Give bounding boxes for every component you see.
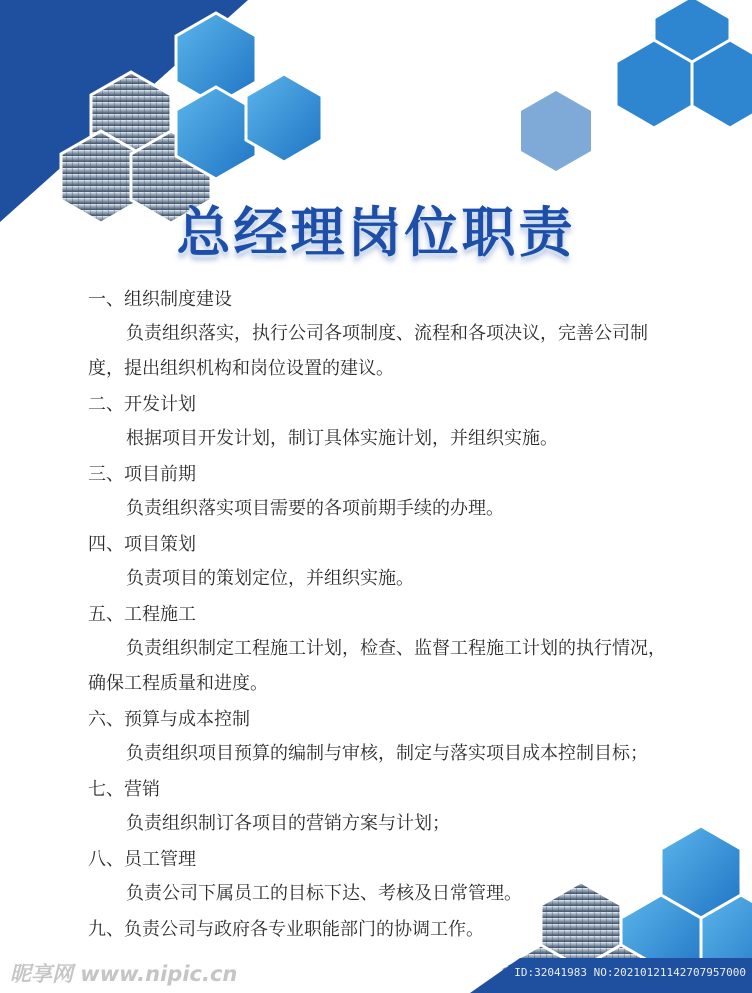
duty-section [88,388,678,456]
duty-heading: 二、开发计划 [88,394,196,415]
duty-body: 负责组织落实，执行公司各项制度、流程和各项决议，完善公司制度，提出组织机构和岗位设置的建议。 [88,323,648,379]
duty-section [88,598,678,701]
duty-section [88,843,678,911]
hexagon-light [521,91,591,171]
duty-heading: 三、项目前期 [88,464,196,485]
duty-body: 负责组织制定工程施工计划，检查、监督工程施工计划的执行情况，确保工程质量和进度。 [88,638,666,694]
duty-body: 负责公司下属员工的目标下达、考核及日常管理。 [126,883,522,904]
duty-heading: 五、工程施工 [88,604,196,625]
duty-section [88,458,678,526]
duty-heading: 六、预算与成本控制 [88,709,250,730]
duty-body: 根据项目开发计划，制订具体实施计划，并组织实施。 [126,428,558,449]
duty-heading: 八、员工管理 [88,849,196,870]
duty-body: 负责项目的策划定位，并组织实施。 [126,568,414,589]
duty-section [88,283,678,386]
duty-heading: 一、组织制度建设 [88,289,232,310]
page-title: 总经理岗位职责 [176,201,576,264]
duty-heading: 七、营销 [88,779,160,800]
duty-body: 负责组织项目预算的编制与审核，制定与落实项目成本控制目标； [126,743,648,764]
duty-section [88,773,678,841]
duty-heading: 四、项目策划 [88,534,196,555]
duty-section [88,913,678,946]
image-id-label: ID:32041983 NO:20210121142707957000 [514,966,746,979]
duty-section [88,703,678,771]
duty-section [88,528,678,596]
duty-body: 负责组织落实项目需要的各项前期手续的办理。 [126,498,504,519]
site-watermark: 昵享网 www.nipic.cn [10,962,238,986]
duty-body: 负责组织制订各项目的营销方案与计划； [126,813,450,834]
duties-list [88,283,678,946]
duty-heading: 九、负责公司与政府各专业职能部门的协调工作。 [88,919,484,940]
